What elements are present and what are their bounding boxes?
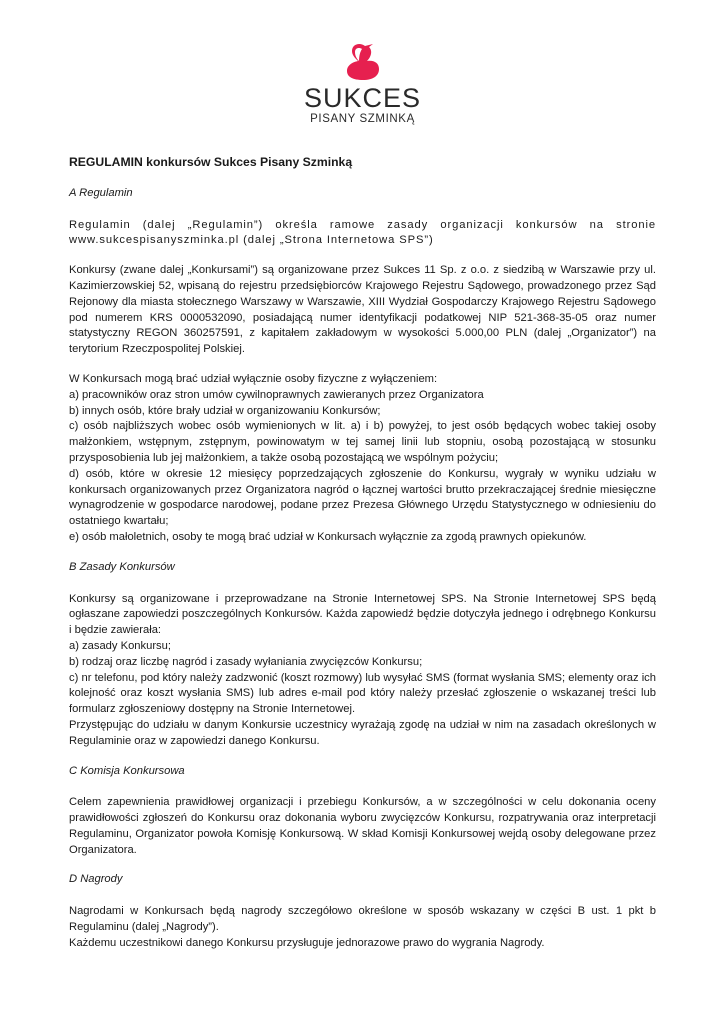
section-heading-d: D Nagrody xyxy=(69,873,123,886)
brand-name: SUKCES xyxy=(303,83,422,113)
list-item: a) pracowników oraz stron umów cywilnoprawnych zawieranych przez Organizatora xyxy=(69,388,484,401)
paragraph-a1: Regulamin (dalej „Regulamin”) określa ramowe zasady organizacji konkursów na stronie www.sukcespisanyszminka.pl (dalej „Strona Internetowa SPS”) xyxy=(69,218,656,247)
exclusions-intro: W Konkursach mogą brać udział wyłącznie osoby fizyczne z wyłączeniem: xyxy=(69,372,438,385)
section-b-intro: Konkursy są organizowane i przeprowadzane na Stronie Internetowej SPS. Na Stronie Internetowej SPS będą ogłaszane zapowiedzi poszczególnych Konkursów. Każda zapowiedź będzie dotyczyła jednego i odrębnego Konkursu i będzie zawierała: xyxy=(69,592,656,637)
swan-logo-icon xyxy=(343,40,383,82)
list-item: b) innych osób, które brały udział w organizowaniu Konkursów; xyxy=(69,404,381,417)
list-item: e) osób małoletnich, osoby te mogą brać udział w Konkursach wyłącznie za zgodą prawnych opiekunów. xyxy=(69,530,587,543)
prizes-right: Każdemu uczestnikowi danego Konkursu przysługuje jednorazowe prawo do wygrania Nagrody. xyxy=(69,936,545,949)
section-heading-c: C Komisja Konkursowa xyxy=(69,764,185,777)
paragraph-d1 xyxy=(69,904,656,951)
section-heading-b: B Zasady Konkursów xyxy=(69,560,175,573)
page-title: REGULAMIN konkursów Sukces Pisany Szminką xyxy=(69,155,353,169)
paragraph-c1: Celem zapewnienia prawidłowej organizacji i przebiegu Konkursów, a w szczególności w celu dokonania oceny prawidłowości zgłoszeń do Konkursu oraz dokonania wyboru zwycięzców Konkursu, rozpatrywania oraz interpretacji Regulaminu, Organizator powoła Komisję Konkursową. W skład Komisji Konkursowej wejdą osoby delegowane przez Organizatora. xyxy=(69,796,656,856)
document-body xyxy=(69,155,656,966)
brand-logo xyxy=(0,40,725,126)
section-heading-a: A Regulamin xyxy=(69,186,133,199)
prizes-text: Nagrodami w Konkursach będą nagrody szczegółowo określone w sposób wskazany w części B ust. 1 pkt b Regulaminu (dalej „Nagrody”). xyxy=(69,905,656,934)
list-item: a) zasady Konkursu; xyxy=(69,639,171,652)
brand-subtitle: PISANY SZMINKĄ xyxy=(310,113,415,125)
list-item: d) osób, które w okresie 12 miesięcy poprzedzających zgłoszenie do Konkursu, wygrały w wyniku udziału w konkursach organizowanych przez Organizatora nagród o łącznej wartości brutto przekraczającej średnie miesięczne wynagrodzenie w gospodarce narodowej, podane przez Prezesa Głównego Urzędu Statystycznego w odniesieniu do ostatniego kwartału; xyxy=(69,467,656,528)
paragraph-a3 xyxy=(69,372,656,546)
list-item: Przystępując do udziału w danym Konkursie uczestnicy wyrażają zgodę na udział w nim na zasadach określonych w Regulaminie oraz w zapowiedzi danego Konkursu. xyxy=(69,718,656,747)
list-item: b) rodzaj oraz liczbę nagród i zasady wyłaniania zwycięzców Konkursu; xyxy=(69,655,423,668)
paragraph-a2: Konkursy (zwane dalej „Konkursami”) są organizowane przez Sukces 11 Sp. z o.o. z siedzibą w Warszawie przy ul. Kazimierzowskiej 52, wpisaną do rejestru przedsiębiorców Krajowego Rejestru Sądowego, prowadzonego przez Sąd Rejonowy dla miasta stołecznego Warszawy w Warszawie, XIII Wydział Gospodarczy Krajowego Rejestru Sądowego pod numerem KRS 0000532090, posiadającą numer identyfikacji podatkowej NIP 521-368-35-05 oraz numer statystyczny REGON 360257591, z kapitałem zakładowym w wysokości 5.000,00 PLN (dalej „Organizator”) na terytorium Rzeczpospolitej Polskiej. xyxy=(69,264,656,356)
list-item: c) nr telefonu, pod który należy zadzwonić (koszt rozmowy) lub wysyłać SMS (format wysłania SMS; elementy oraz ich kolejność oraz koszt wysłania SMS) lub adres e-mail pod który należy przesłać zgłoszenie o wskazanej treści lub formularz zgłoszeniowy dostępny na Stronie Internetowej. xyxy=(69,671,656,716)
paragraph-b1 xyxy=(69,592,656,750)
list-item: c) osób najbliższych wobec osób wymienionych w lit. a) i b) powyżej, to jest osób będących wobec takiej osoby małżonkiem, wstępnym, zstępnym, powinowatym w tej samej linii lub stopniu, osobą pozostającą w stosunku przysposobienia lub jej małżonkiem, a także osobą pozostającą we wspólnym pożyciu; xyxy=(69,420,656,464)
